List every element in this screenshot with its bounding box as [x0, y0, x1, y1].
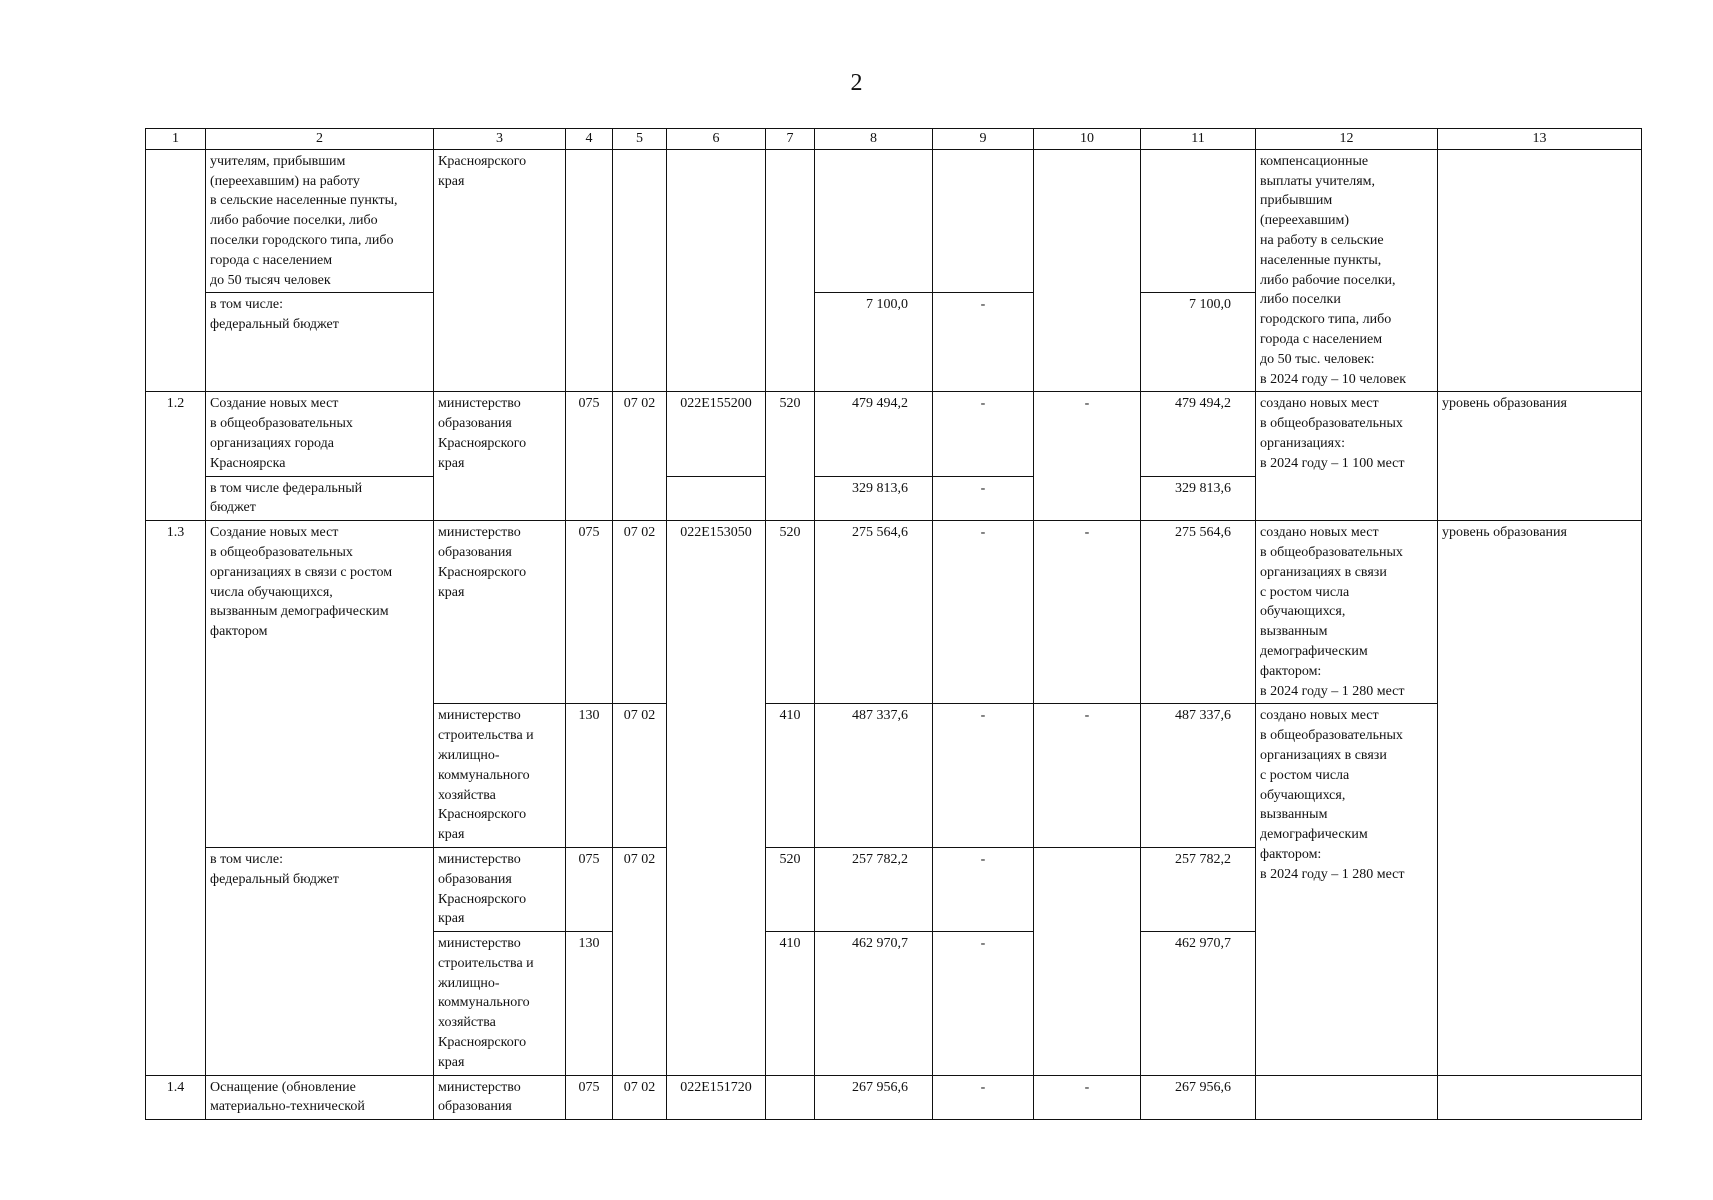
amount-cell: 7 100,0: [815, 293, 933, 392]
agency-cell: министерство строительства и жилищно- коммунального хозяйства Красноярского края: [434, 932, 566, 1076]
amount-cell: -: [933, 293, 1034, 392]
page-number: 2: [850, 70, 863, 96]
description-cell: Создание новых мест в общеобразовательных организациях в связи с ростом числа обучающихся, вызванным демографическим фактором: [206, 521, 434, 848]
code-cell: 075: [566, 521, 613, 704]
header-col-2: 2: [206, 129, 434, 150]
header-col-1: 1: [146, 129, 206, 150]
amount-cell: -: [933, 1075, 1034, 1120]
description-cell: в том числе федеральный бюджет: [206, 476, 434, 521]
amount-cell: -: [1034, 704, 1141, 848]
row-number-cell: 1.4: [146, 1075, 206, 1120]
amount-cell: 487 337,6: [815, 704, 933, 848]
section-cell: 07 02: [613, 392, 667, 521]
header-col-7: 7: [766, 129, 815, 150]
code-cell: 130: [566, 704, 613, 848]
agency-cell: министерство образования Красноярского края: [434, 392, 566, 521]
target-code-cell: 022Е155200: [667, 392, 766, 476]
description-cell: учителям, прибывшим (переехавшим) на работу в сельские населенные пункты, либо рабочие поселки, либо поселки городского типа, либо города с населением до 50 тысяч человек: [206, 149, 434, 293]
code-cell: 130: [566, 932, 613, 1076]
agency-cell: министерство строительства и жилищно- коммунального хозяйства Красноярского края: [434, 704, 566, 848]
amount-cell: -: [1034, 392, 1141, 521]
amount-cell: 479 494,2: [815, 392, 933, 476]
header-col-9: 9: [933, 129, 1034, 150]
target-code-cell: [667, 149, 766, 392]
target-code-cell: [667, 476, 766, 521]
amount-cell: -: [933, 521, 1034, 704]
amount-cell: 275 564,6: [1141, 521, 1256, 704]
table-row: [146, 1075, 1642, 1120]
result-cell: [1256, 1075, 1438, 1120]
expense-type-cell: 520: [766, 392, 815, 521]
amount-cell: 267 956,6: [1141, 1075, 1256, 1120]
amount-cell: -: [933, 704, 1034, 848]
amount-cell: 329 813,6: [1141, 476, 1256, 521]
agency-cell: министерство образования Красноярского края: [434, 521, 566, 704]
expense-type-cell: 520: [766, 521, 815, 704]
agency-cell: министерство образования: [434, 1075, 566, 1120]
row-number-cell: 1.3: [146, 521, 206, 1076]
result-cell: создано новых мест в общеобразовательных организациях в связи с ростом числа обучающихся, вызванным демографическим фактором: в 2024 году – 1 280 мест: [1256, 704, 1438, 1075]
section-cell: 07 02: [613, 521, 667, 704]
amount-cell: -: [1034, 521, 1141, 704]
expense-type-cell: 410: [766, 704, 815, 848]
amount-cell: 487 337,6: [1141, 704, 1256, 848]
expense-type-cell: [766, 1075, 815, 1120]
expense-type-cell: 520: [766, 847, 815, 931]
table-header-row: [146, 129, 1642, 150]
section-cell: [613, 149, 667, 392]
amount-cell: 462 970,7: [815, 932, 933, 1076]
amount-cell: 257 782,2: [1141, 847, 1256, 931]
expense-type-cell: 410: [766, 932, 815, 1076]
code-cell: 075: [566, 392, 613, 521]
amount-cell: 329 813,6: [815, 476, 933, 521]
section-cell: 07 02: [613, 1075, 667, 1120]
amount-cell: 7 100,0: [1141, 293, 1256, 392]
row-number-cell: [146, 149, 206, 392]
amount-cell: -: [1034, 1075, 1141, 1120]
table-row: [146, 521, 1642, 704]
section-cell: 07 02: [613, 847, 667, 1075]
result-cell: компенсационные выплаты учителям, прибывшим (переехавшим) на работу в сельские населенные пункты, либо рабочие поселки, либо поселки городского типа, либо города с населением до 50 тыс. человек: в 2024 году – 10 человек: [1256, 149, 1438, 392]
table-row: [146, 392, 1642, 476]
agency-cell: Красноярского края: [434, 149, 566, 392]
result-cell: создано новых мест в общеобразовательных организациях: в 2024 году – 1 100 мест: [1256, 392, 1438, 521]
header-col-13: 13: [1438, 129, 1642, 150]
amount-cell: 267 956,6: [815, 1075, 933, 1120]
header-col-8: 8: [815, 129, 933, 150]
amount-cell: 462 970,7: [1141, 932, 1256, 1076]
header-col-11: 11: [1141, 129, 1256, 150]
header-col-3: 3: [434, 129, 566, 150]
responsible-level-cell: [1438, 1075, 1642, 1120]
budget-table: [145, 128, 1642, 1120]
agency-cell: министерство образования Красноярского края: [434, 847, 566, 931]
table-row: [146, 149, 1642, 293]
amount-cell: [1034, 149, 1141, 392]
code-cell: [566, 149, 613, 392]
section-cell: 07 02: [613, 704, 667, 848]
result-cell: создано новых мест в общеобразовательных организациях в связи с ростом числа обучающихся, вызванным демографическим фактором: в 2024 году – 1 280 мест: [1256, 521, 1438, 704]
description-cell: в том числе: федеральный бюджет: [206, 847, 434, 1075]
amount-cell: 257 782,2: [815, 847, 933, 931]
header-col-5: 5: [613, 129, 667, 150]
amount-cell: -: [933, 476, 1034, 521]
header-col-6: 6: [667, 129, 766, 150]
header-col-10: 10: [1034, 129, 1141, 150]
description-cell: Создание новых мест в общеобразовательных организациях города Красноярска: [206, 392, 434, 476]
header-col-12: 12: [1256, 129, 1438, 150]
row-number-cell: 1.2: [146, 392, 206, 521]
description-cell: Оснащение (обновление материально-технической: [206, 1075, 434, 1120]
code-cell: 075: [566, 847, 613, 931]
responsible-level-cell: уровень образования: [1438, 521, 1642, 1076]
amount-cell: [815, 149, 933, 293]
responsible-level-cell: [1438, 149, 1642, 392]
code-cell: 075: [566, 1075, 613, 1120]
responsible-level-cell: уровень образования: [1438, 392, 1642, 521]
amount-cell: 479 494,2: [1141, 392, 1256, 476]
amount-cell: -: [933, 847, 1034, 931]
amount-cell: 275 564,6: [815, 521, 933, 704]
expense-type-cell: [766, 149, 815, 392]
amount-cell: [933, 149, 1034, 293]
amount-cell: -: [933, 392, 1034, 476]
amount-cell: -: [933, 932, 1034, 1076]
target-code-cell: 022Е151720: [667, 1075, 766, 1120]
header-col-4: 4: [566, 129, 613, 150]
target-code-cell: 022Е153050: [667, 521, 766, 1076]
amount-cell: [1034, 847, 1141, 1075]
amount-cell: [1141, 149, 1256, 293]
description-cell: в том числе: федеральный бюджет: [206, 293, 434, 392]
